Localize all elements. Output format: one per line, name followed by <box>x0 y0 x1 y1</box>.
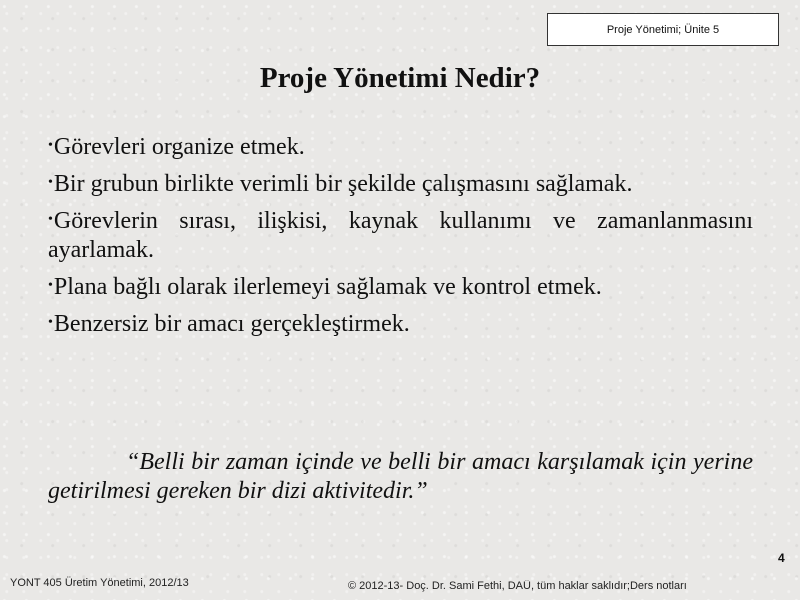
bullet-text: Görevleri organize etmek. <box>53 134 305 160</box>
bullet-item <box>48 308 753 339</box>
bullet-list <box>48 131 753 345</box>
bullet-item <box>48 131 753 162</box>
bullet-item <box>48 168 753 199</box>
footer-copyright: © 2012-13- Doç. Dr. Sami Fethi, DAÜ, tüm haklar saklıdır;Ders notları <box>348 580 687 592</box>
bullet-text: Plana bağlı olarak ilerlemeyi sağlamak ve kontrol etmek. <box>53 274 602 300</box>
bullet-dot-icon: • <box>48 315 53 330</box>
header-unit-label: Proje Yönetimi; Ünite 5 <box>606 23 720 36</box>
bullet-text: Bir grubun birlikte verimli bir şekilde çalışmasını sağlamak. <box>53 171 633 197</box>
bullet-dot-icon: • <box>48 175 53 190</box>
bullet-dot-icon: • <box>48 212 53 227</box>
bullet-dot-icon: • <box>48 138 53 153</box>
definition-quote: “Belli bir zaman içinde ve belli bir amacı karşılamak için yerine getirilmesi gereken bir dizi aktivitedir.” <box>48 449 753 504</box>
bullet-item <box>48 271 753 302</box>
header-unit-box <box>547 13 779 46</box>
bullet-dot-icon: • <box>48 278 53 293</box>
bullet-text: Benzersiz bir amacı gerçekleştirmek. <box>53 311 410 337</box>
page-number: 4 <box>778 551 785 565</box>
bullet-item <box>48 205 753 265</box>
footer-course: YONT 405 Üretim Yönetimi, 2012/13 <box>10 577 189 589</box>
bullet-text: Görevlerin sırası, ilişkisi, kaynak kullanımı ve zamanlanmasını ayarlamak. <box>48 208 753 263</box>
slide-title: Proje Yönetimi Nedir? <box>259 62 541 94</box>
